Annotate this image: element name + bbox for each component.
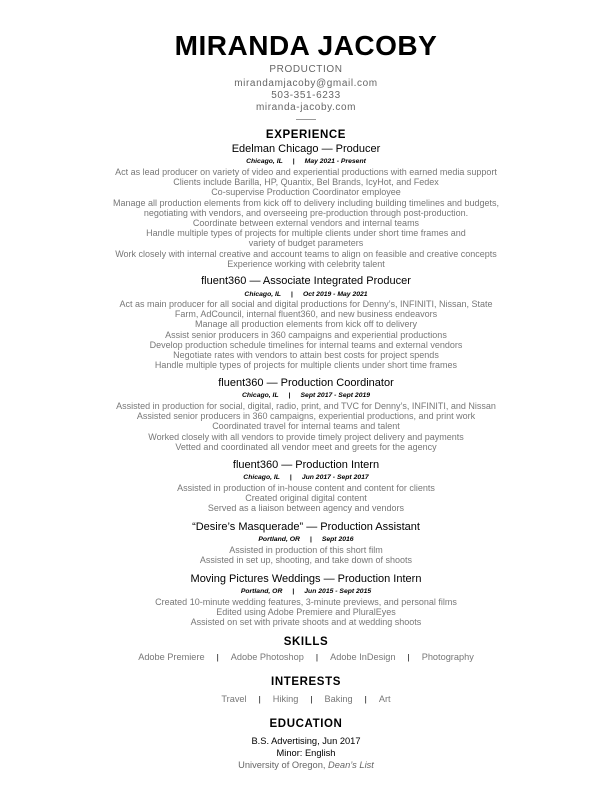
job-location: Portland, OR — [240, 588, 283, 595]
skill-item: Adobe Photoshop — [230, 652, 304, 662]
job-line: Assisted on set with private shoots and at wedding shoots — [190, 617, 422, 628]
interest-item: Hiking — [272, 694, 299, 704]
skill-separator: | — [315, 652, 319, 662]
job-meta — [0, 536, 612, 543]
job-line: Clients include Barilla, HP, Quantix, Bel Brands, IcyHot, and Fedex — [173, 177, 439, 188]
meta-separator: | — [289, 474, 292, 481]
meta-separator: | — [291, 291, 293, 298]
interest-separator: | — [258, 694, 261, 704]
job-description — [0, 401, 612, 452]
job-line: Farm, AdCouncil, internal fluent360, and new business endeavors — [174, 309, 438, 320]
skill-item: Adobe InDesign — [330, 652, 396, 662]
education-degree: B.S. Advertising, Jun 2017 — [251, 736, 361, 746]
job-dates: Jun 2015 - Sept 2015 — [304, 588, 372, 595]
interest-separator: | — [364, 694, 367, 704]
job-location: Portland, OR — [258, 536, 300, 543]
job-line: Coordinated travel for internal teams and talent — [212, 421, 400, 432]
job-line: Assisted in production of in-house content and content for clients — [177, 483, 435, 493]
meta-separator: | — [292, 588, 295, 595]
job-description — [0, 597, 612, 628]
job-line: Manage all production elements from kick off to delivery including building timelines and budgets, — [112, 197, 500, 208]
candidate-name: MIRANDA JACOBY — [174, 30, 438, 61]
email-address: mirandamjacoby@gmail.com — [234, 78, 378, 89]
job-line: Act as main producer for all social and digital productions for Denny’s, INFINITI, Nissan, State — [119, 299, 493, 309]
job-line: Edited using Adobe Premiere and PluralEyes — [216, 607, 396, 618]
skill-item: Adobe Premiere — [138, 652, 205, 662]
job-line: Negotiate rates with vendors to attain best costs for project spends — [173, 350, 439, 361]
job-line: Created 10-minute wedding features, 3-minute previews, and personal films — [155, 597, 457, 607]
job-location: Chicago, IL — [244, 291, 282, 298]
job-meta — [0, 392, 612, 399]
job-line: Co-supervise Production Coordinator employee — [211, 187, 401, 198]
meta-separator: | — [309, 536, 312, 543]
job-meta — [0, 291, 612, 298]
skill-item: Photography — [421, 652, 474, 662]
education-heading: EDUCATION — [269, 718, 343, 730]
job-dates: Sept 2016 — [321, 536, 354, 543]
job-title: fluent360 — Production Coordinator — [218, 377, 394, 389]
job-line: Assisted senior producers in 360 campaigns, experiential productions, and print work — [136, 411, 476, 422]
job-description — [0, 167, 612, 269]
job-line: variety of budget parameters — [248, 238, 364, 249]
education-honor: Dean’s List — [328, 760, 374, 770]
role-title: PRODUCTION — [269, 64, 343, 75]
job-line: Worked closely with all vendors to provide timely project delivery and payments — [148, 431, 464, 442]
job-dates: May 2021 - Present — [304, 158, 366, 165]
header-divider — [296, 119, 316, 120]
job-line: Assisted in set up, shooting, and take down of shoots — [199, 555, 413, 566]
job-title: fluent360 — Production Intern — [232, 459, 380, 471]
education-minor: Minor: English — [276, 748, 336, 758]
skills-heading: SKILLS — [283, 636, 329, 648]
interests-list — [0, 694, 612, 704]
job-line: Work closely with internal creative and account teams to align on feasible and creative concepts — [115, 248, 497, 259]
education-school-line — [0, 760, 612, 770]
job-meta — [0, 474, 612, 481]
interest-item: Baking — [324, 694, 353, 704]
job-location: Chicago, IL — [241, 392, 279, 399]
job-line: Manage all production elements from kick off to delivery — [195, 319, 417, 330]
job-line: Vetted and coordinated all vendor meet and greets for the agency — [175, 441, 437, 452]
job-line: Develop production schedule timelines for internal teams and external vendors — [149, 339, 463, 350]
interest-item: Travel — [221, 694, 247, 704]
job-dates: Oct 2019 - May 2021 — [302, 291, 368, 298]
job-line: Assist senior producers in 360 campaigns and experiential productions — [165, 329, 447, 340]
job-line: Assisted in production of this short film — [229, 545, 383, 555]
job-title: Edelman Chicago — Producer — [231, 143, 381, 155]
job-line: Created original digital content — [245, 493, 367, 504]
job-line: Assisted in production for social, digital, radio, print, and TVC for Denny’s, INFINITI, and Nissan — [116, 401, 496, 411]
job-dates: Sept 2017 - Sept 2019 — [300, 392, 371, 399]
phone-number: 503-351-6233 — [271, 90, 341, 101]
job-line: Handle multiple types of projects for multiple clients under short time frames — [154, 360, 458, 371]
interests-heading: INTERESTS — [271, 676, 341, 688]
website: miranda-jacoby.com — [255, 102, 357, 113]
job-line: negotiating with vendors, and overseeing pre-production through post-production. — [143, 207, 469, 218]
skill-separator: | — [407, 652, 410, 662]
job-meta — [0, 158, 612, 165]
skill-separator: | — [216, 652, 219, 662]
job-line: Act as lead producer on variety of video and experiential productions with earned media support — [115, 167, 497, 177]
education-school: University of Oregon, — [238, 760, 326, 770]
experience-heading: EXPERIENCE — [265, 129, 347, 141]
job-description — [0, 483, 612, 514]
interest-separator: | — [310, 694, 313, 704]
meta-separator: | — [288, 392, 291, 399]
job-dates: Jun 2017 - Sept 2017 — [301, 474, 369, 481]
job-location: Chicago, IL — [243, 474, 280, 481]
job-line: Served as a liaison between agency and vendors — [207, 503, 405, 514]
interest-item: Art — [378, 694, 391, 704]
job-line: Handle multiple types of projects for multiple clients under short time frames and — [146, 228, 466, 239]
job-description — [0, 299, 612, 370]
job-line: Coordinate between external vendors and internal teams — [192, 218, 420, 229]
job-title: Moving Pictures Weddings — Production Intern — [190, 573, 422, 585]
job-line: Experience working with celebrity talent — [227, 258, 385, 269]
job-title: “Desire’s Masquerade” — Production Assistant — [192, 521, 420, 533]
job-description — [0, 545, 612, 565]
meta-separator: | — [292, 158, 295, 165]
job-location: Chicago, IL — [246, 158, 283, 165]
job-title: fluent360 — Associate Integrated Producer — [201, 275, 411, 287]
job-meta — [0, 588, 612, 595]
skills-list — [0, 652, 612, 662]
